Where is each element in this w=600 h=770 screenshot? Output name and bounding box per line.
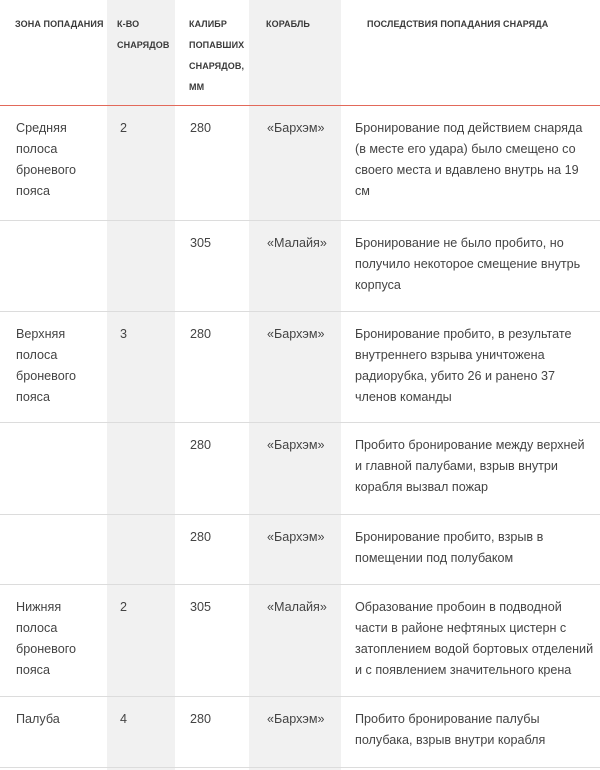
table-row xyxy=(0,221,600,312)
table-header xyxy=(0,0,600,106)
header-count: К-ВО СНАРЯДОВ xyxy=(117,19,170,50)
cell-effect: Бронирование пробито, взрыв в помещении под полубаком xyxy=(355,530,544,565)
cell-caliber: 280 xyxy=(190,530,212,544)
cell-zone: Средняя полоса броневого пояса xyxy=(16,121,77,198)
cell-zone: Палуба xyxy=(16,712,60,726)
cell-effect: Бронирование пробито, в результате внутреннего взрыва уничтожена радиорубка, убито 26 и ранено 37 членов команды xyxy=(355,327,572,404)
cell-count: 3 xyxy=(120,327,128,341)
header-caliber: КАЛИБР ПОПАВШИХ СНАРЯДОВ, ММ xyxy=(189,19,245,92)
table-row xyxy=(0,515,600,585)
cell-ship: «Бархэм» xyxy=(267,327,325,341)
table-row xyxy=(0,312,600,423)
header-ship: КОРАБЛЬ xyxy=(266,19,310,29)
cell-effect: Пробито бронирование палубы полубака, взрыв внутри корабля xyxy=(355,712,546,747)
table-row xyxy=(0,423,600,515)
cell-effect: Бронирование под действием снаряда (в месте его удара) было смещено со своего места и вдавлено внутрь на 19 см xyxy=(355,121,583,198)
cell-ship: «Малайя» xyxy=(267,600,327,614)
table-row xyxy=(0,697,600,768)
cell-zone: Верхняя полоса броневого пояса xyxy=(16,327,77,404)
table-row xyxy=(0,585,600,697)
cell-ship: «Бархэм» xyxy=(267,712,325,726)
cell-caliber: 305 xyxy=(190,236,212,250)
cell-count: 2 xyxy=(120,600,128,614)
cell-ship: «Бархэм» xyxy=(267,438,325,452)
cell-ship: «Бархэм» xyxy=(267,530,325,544)
cell-caliber: 280 xyxy=(190,438,212,452)
header-effect: ПОСЛЕДСТВИЯ ПОПАДАНИЯ СНАРЯДА xyxy=(367,19,549,29)
table-row xyxy=(0,106,600,221)
cell-effect: Пробито бронирование между верхней и главной палубами, взрыв внутри корабля вызвал пожар xyxy=(355,438,585,494)
cell-caliber: 280 xyxy=(190,712,212,726)
cell-caliber: 280 xyxy=(190,327,212,341)
cell-effect: Образование пробоин в подводной части в районе нефтяных цистерн с затоплением водой бортовых отделений и с появлением значительного крена xyxy=(355,600,594,677)
cell-caliber: 305 xyxy=(190,600,212,614)
cell-caliber: 280 xyxy=(190,121,212,135)
cell-zone: Нижняя полоса броневого пояса xyxy=(16,600,77,677)
cell-ship: «Бархэм» xyxy=(267,121,325,135)
header-zone: ЗОНА ПОПАДАНИЯ xyxy=(15,19,104,29)
cell-count: 4 xyxy=(120,712,128,726)
cell-count: 2 xyxy=(120,121,128,135)
cell-ship: «Малайя» xyxy=(267,236,327,250)
cell-effect: Бронирование не было пробито, но получило некоторое смещение внутрь корпуса xyxy=(355,236,581,292)
